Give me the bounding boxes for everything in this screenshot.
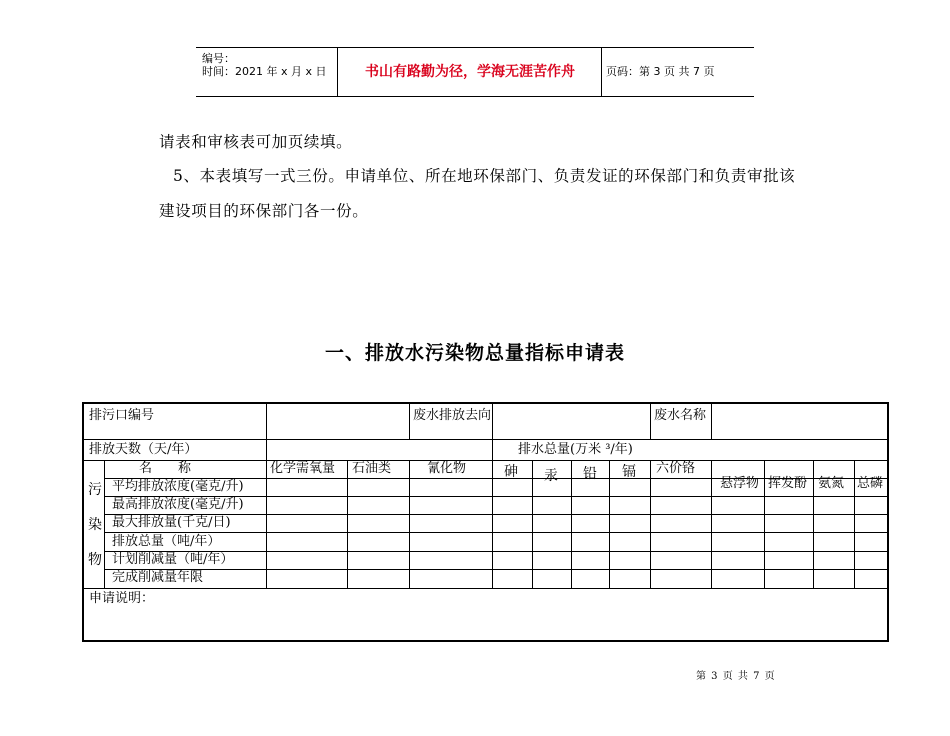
application-note-label: 申请说明： — [89, 591, 155, 606]
total-discharge-label: 排水总量(万米 ³/年) — [518, 442, 633, 457]
pollutant-mercury: 汞 — [544, 468, 558, 484]
header-page-label: 页码：第 3 页 共 7 页 — [606, 65, 715, 78]
form-title: 一、排放水污染物总量指标申请表 — [324, 342, 625, 364]
pollutant-cod: 化学需氧量 — [270, 461, 336, 476]
row-total-discharge: 排放总量（吨/年） — [112, 534, 221, 549]
discharge-direction-label: 废水排放去向 — [413, 408, 492, 423]
time-label: 时间：2021 年 x 月 x 日 — [202, 65, 327, 78]
side-label-1: 污 — [88, 482, 102, 498]
pollutant-cadmium: 镉 — [622, 464, 636, 480]
pollutant-cyanide: 氰化物 — [427, 461, 467, 476]
side-label-2: 染 — [88, 517, 102, 533]
pollutant-chromium: 六价铬 — [656, 461, 696, 476]
wastewater-name-label: 废水名称 — [654, 408, 707, 423]
pollutant-ammonia: 氨氮 — [818, 476, 845, 491]
pollutant-ss: 悬浮物 — [720, 476, 760, 491]
pollutant-phosphorus: 总磷 — [857, 476, 884, 491]
discharge-days-label: 排放天数（天/年） — [89, 442, 198, 457]
row-max-concentration: 最高排放浓度(毫克/升) — [112, 497, 244, 512]
page-footer: 第 3 页 共 7 页 — [696, 671, 776, 682]
name-header: 名 称 — [139, 461, 192, 476]
page-header — [196, 47, 754, 97]
body-line-2: 5、本表填写一式三份。申请单位、所在地环保部门、负责发证的环保部门和负责审批该 — [173, 167, 796, 185]
header-id-time-cell — [196, 48, 338, 96]
row-reduction-deadline: 完成削减量年限 — [112, 570, 204, 585]
number-label: 编号： — [202, 52, 235, 65]
row-planned-reduction: 计划削减量（吨/年） — [112, 552, 234, 567]
pollutant-phenol: 挥发酚 — [768, 476, 808, 491]
row-avg-concentration: 平均排放浓度(毫克/升) — [112, 479, 244, 494]
pollutant-arsenic: 砷 — [504, 464, 518, 480]
row-max-discharge: 最大排放量(千克/日) — [112, 515, 231, 530]
body-line-1: 请表和审核表可加页续填。 — [159, 133, 353, 151]
header-motto: 书山有路勤为径，学海无涯苦作舟 — [339, 48, 602, 96]
body-line-3: 建设项目的环保部门各一份。 — [159, 202, 369, 220]
pollutant-petroleum: 石油类 — [352, 461, 392, 476]
application-table — [82, 402, 889, 642]
side-label-3: 物 — [88, 552, 102, 568]
pollutant-lead: 铅 — [583, 466, 597, 482]
outlet-id-label: 排污口编号 — [89, 408, 155, 423]
